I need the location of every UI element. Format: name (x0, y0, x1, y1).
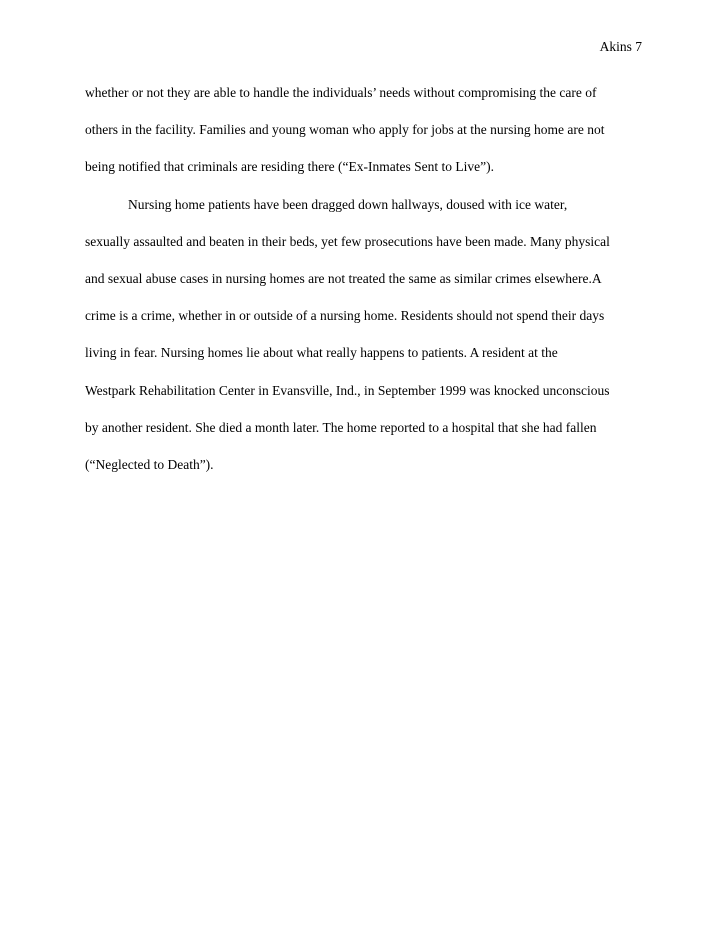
text-line: others in the facility. Families and young woman who apply for jobs at the nursing home are not (85, 122, 605, 138)
text-line: sexually assaulted and beaten in their beds, yet few prosecutions have been made. Many physical (85, 233, 610, 249)
text-line: living in fear. Nursing homes lie about what really happens to patients. A resident at the (85, 345, 558, 361)
body-text (85, 84, 655, 493)
paragraph (85, 196, 655, 494)
text-line: Westpark Rehabilitation Center in Evansville, Ind., in September 1999 was knocked unconscious (85, 382, 610, 398)
text-line: (“Neglected to Death”). (85, 456, 214, 472)
page-header: Akins 7 (599, 39, 642, 54)
text-line: Nursing home patients have been dragged down hallways, doused with ice water, (128, 196, 568, 212)
text-line: and sexual abuse cases in nursing homes are not treated the same as similar crimes elsewhere.A (85, 270, 602, 286)
text-line: being notified that criminals are residing there (“Ex-Inmates Sent to Live”). (85, 159, 494, 175)
text-line: whether or not they are able to handle the individuals’ needs without compromising the care of (85, 85, 597, 100)
paragraph (85, 84, 655, 196)
text-line: crime is a crime, whether in or outside of a nursing home. Residents should not spend their days (85, 308, 605, 324)
text-line: by another resident. She died a month later. The home reported to a hospital that she had fallen (85, 419, 597, 435)
